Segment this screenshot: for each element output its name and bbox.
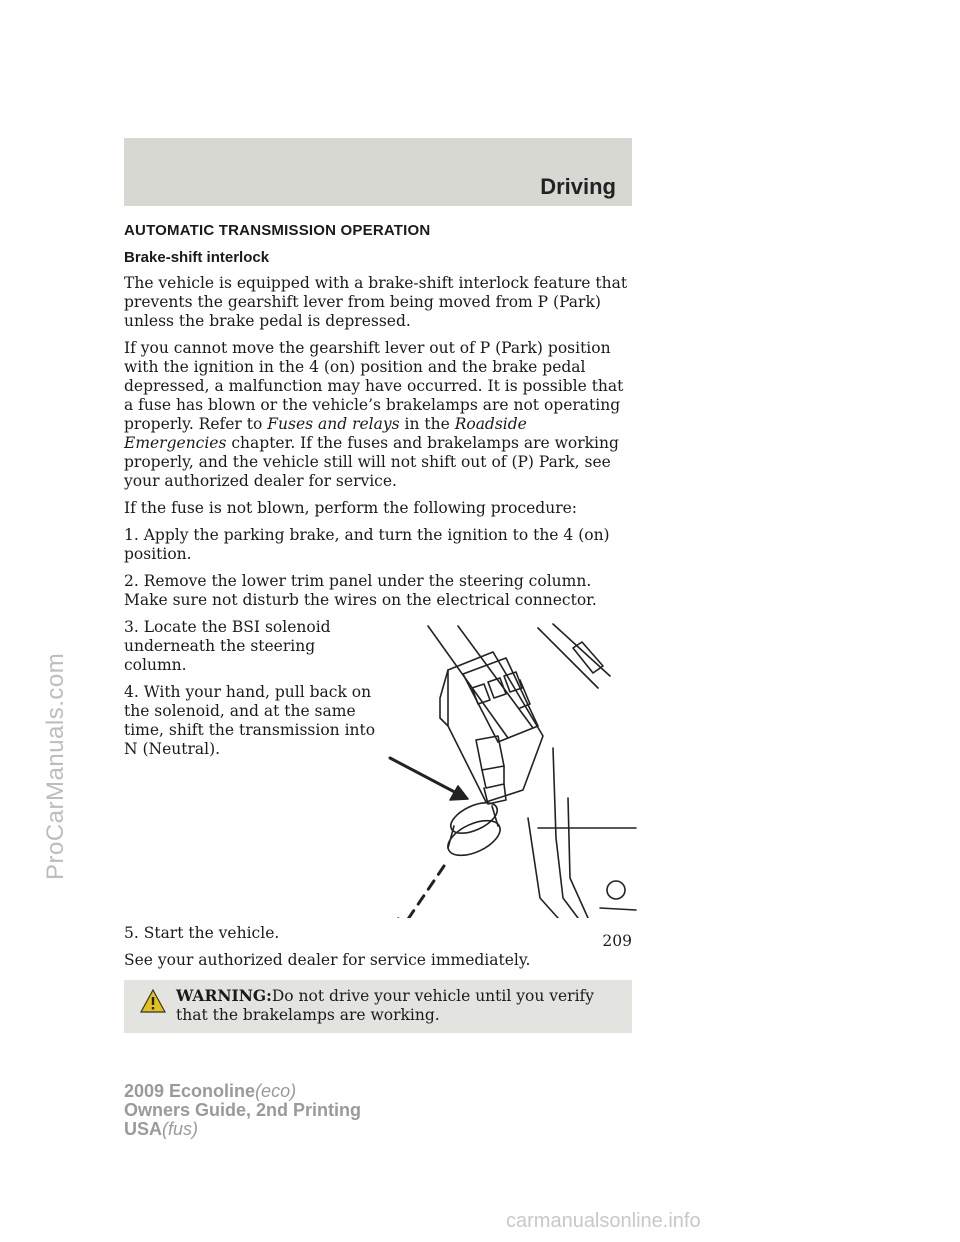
- step-5: 5. Start the vehicle.: [124, 924, 280, 942]
- side-watermark-text: ProCarManuals.com: [42, 652, 69, 880]
- ref-roadside-emergencies: Roadside Emergencies: [124, 415, 527, 452]
- warning-box: [124, 980, 632, 1033]
- step-2: 2. Remove the lower trim panel under the steering column. Make sure not disturb the wires on the electrical connector.: [124, 572, 597, 609]
- section-title: Driving: [540, 174, 616, 199]
- footer-guide: Owners Guide, 2nd Printing: [124, 1100, 362, 1120]
- side-watermark: [0, 0, 69, 1242]
- subheading: Brake-shift interlock: [124, 249, 270, 266]
- section-heading: AUTOMATIC TRANSMISSION OPERATION: [124, 222, 431, 239]
- step-4: 4. With your hand, pull back on the solenoid, and at the same time, shift the transmission into N (Neutral).: [124, 683, 376, 758]
- warning-body: Do not drive your vehicle until you verify that the brakelamps are working.: [176, 987, 595, 1024]
- step-1: 1. Apply the parking brake, and turn the ignition to the 4 (on) position.: [124, 526, 610, 563]
- para2-text-b: in the: [399, 415, 455, 433]
- footer-model-code: (eco): [255, 1081, 297, 1101]
- paragraph-procedure-intro: If the fuse is not blown, perform the following procedure:: [124, 499, 578, 517]
- para2-text-a: If you cannot move the gearshift lever out of P (Park) position with the ignition in the 4 (on) position and the brake pedal depressed, a malfunction may have occurred. It is possible that a fuse has blown or the vehicle’s brakelamps are not operating properly. Refer to: [124, 339, 624, 433]
- footer-market: USA: [124, 1119, 163, 1139]
- footer: [124, 1082, 361, 1139]
- footer-model: 2009 Econoline: [124, 1081, 256, 1101]
- warning-text: [176, 986, 618, 1025]
- warning-label: WARNING:: [176, 986, 272, 1005]
- bsi-solenoid-illustration: [388, 618, 638, 918]
- paragraph-see-dealer: See your authorized dealer for service immediately.: [124, 951, 531, 969]
- header-band: [124, 138, 632, 206]
- ref-fuses-relays: Fuses and relays: [267, 415, 400, 433]
- page-content: [124, 222, 632, 1033]
- para2-text-c: chapter. If the fuses and brakelamps are working properly, and the vehicle still will not shift out of (P) Park, see your authorized dealer for service.: [124, 434, 619, 490]
- page-number: 209: [602, 932, 632, 950]
- warning-triangle-icon: [140, 989, 166, 1013]
- paragraph-malfunction: [124, 339, 632, 491]
- paragraph-intro: The vehicle is equipped with a brake-shift interlock feature that prevents the gearshift lever from being moved from P (Park) unless the brake pedal is depressed.: [124, 274, 628, 330]
- step-3: 3. Locate the BSI solenoid underneath the steering column.: [124, 618, 331, 674]
- bottom-watermark: carmanualsonline.info: [506, 1210, 701, 1232]
- footer-market-code: (fus): [162, 1119, 199, 1139]
